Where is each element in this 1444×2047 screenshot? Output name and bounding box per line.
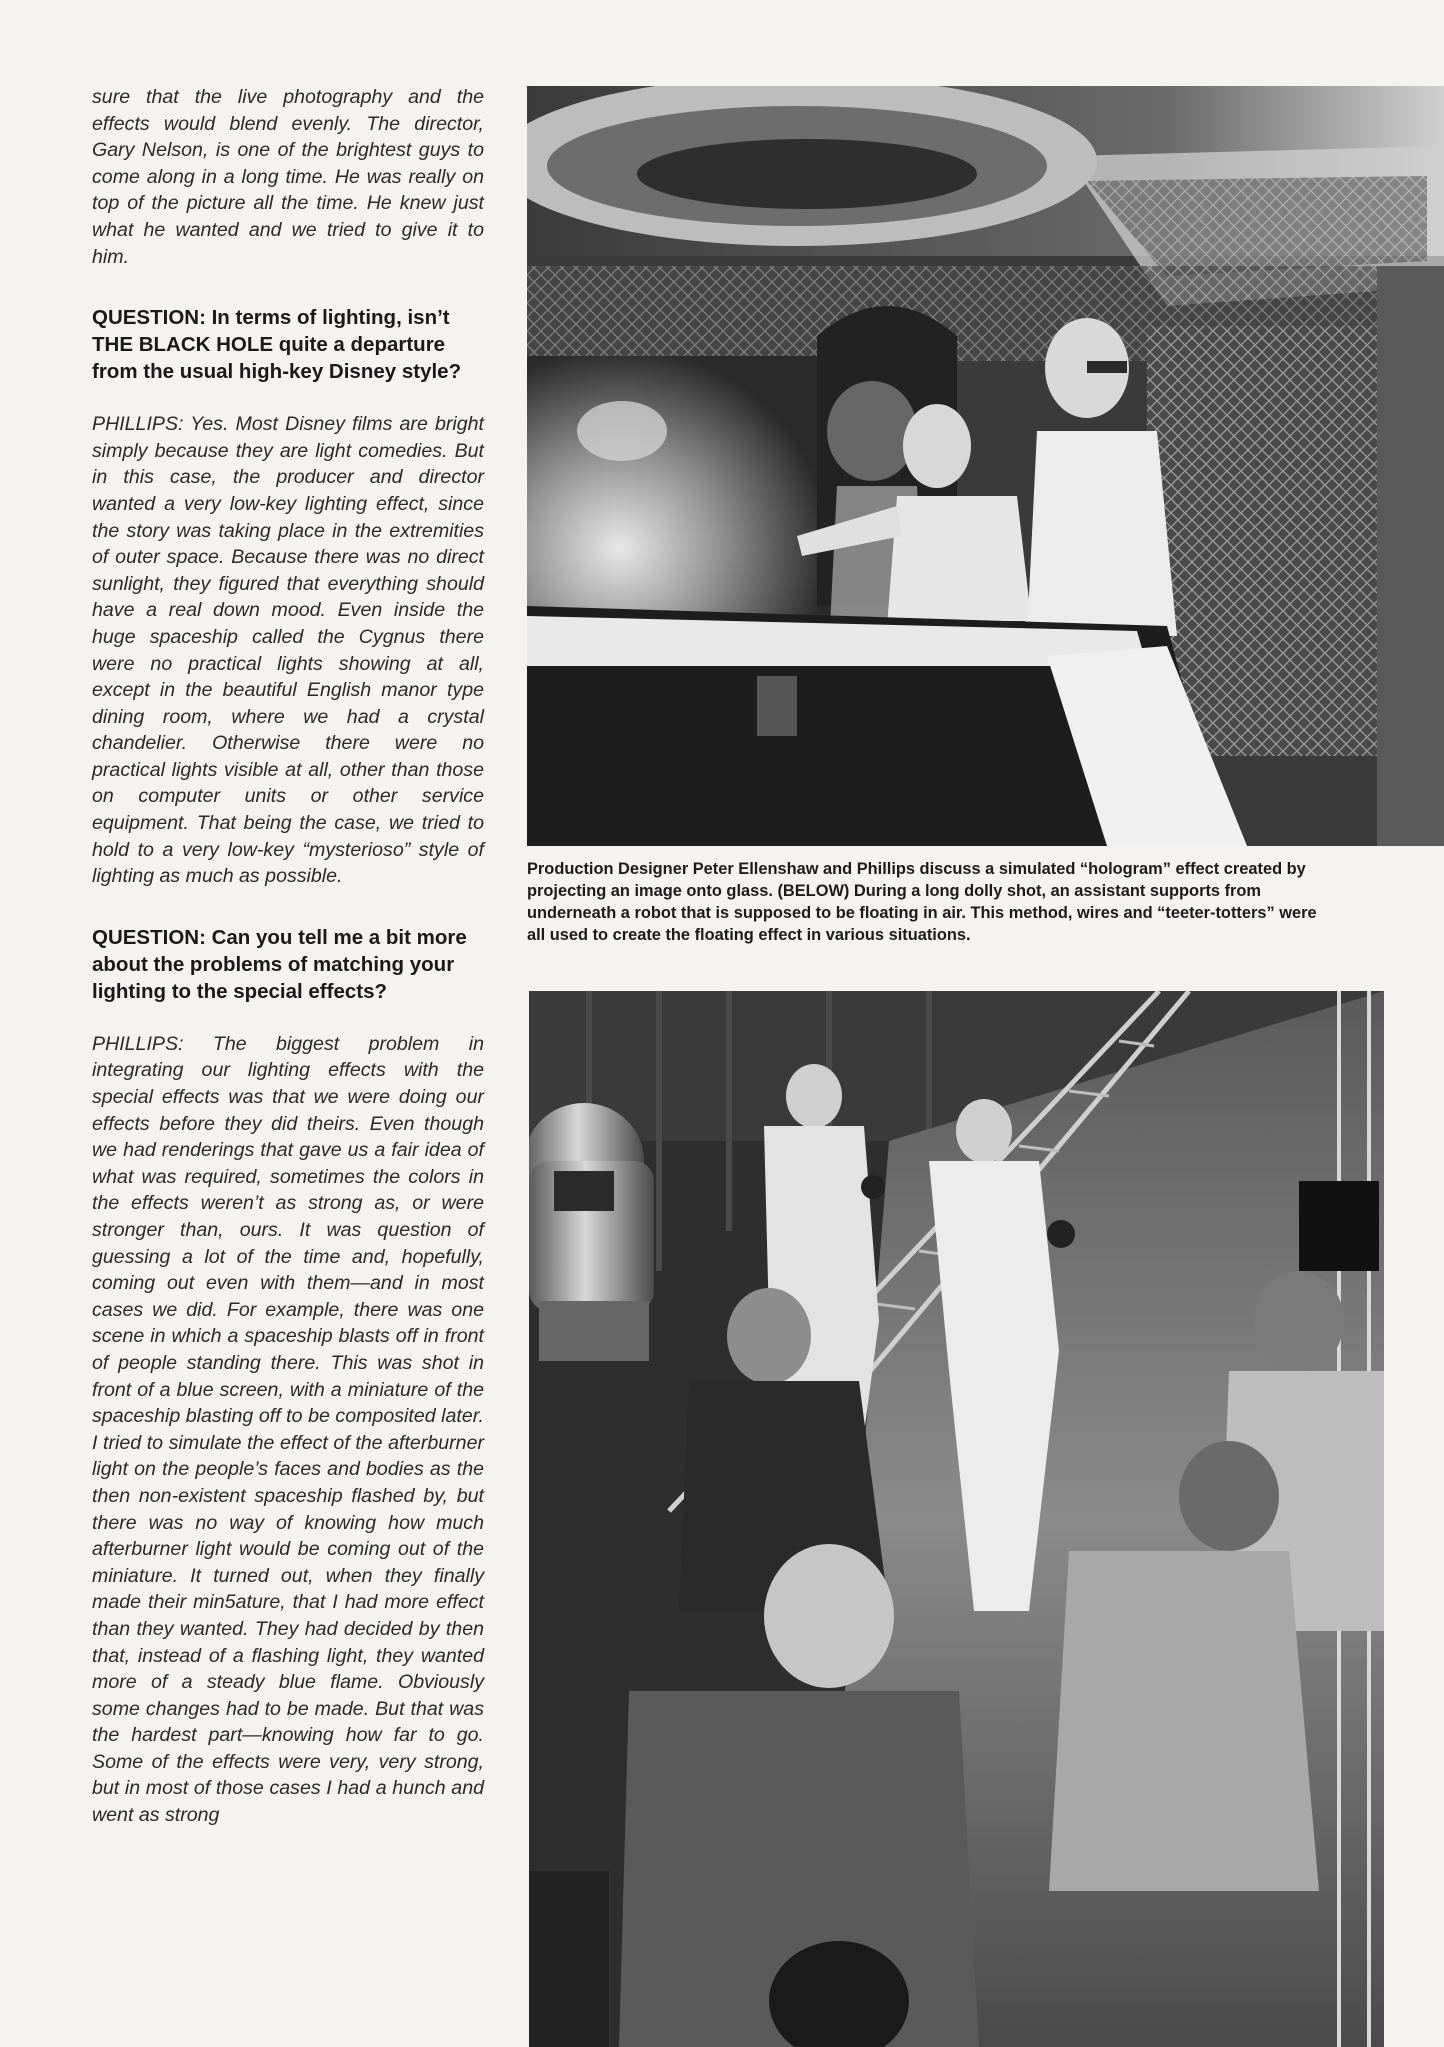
intro-paragraph: sure that the live photography and the effects would blend evenly. The director, Gary Nelson, is one of the brightest guys to come along in a long time. He was really on top of the picture all the time. He knew just what he wanted and we tried to give it to him.: [92, 86, 484, 268]
photo-caption: Production Designer Peter Ellenshaw and Phillips discuss a simulated “hologram” effect created by projecting an image onto glass. (BELOW) During a long dolly shot, an assistant supports from underneath a robot that is supposed to be floating in air. This method, wires and “teeter-totters” were all used to create the floating effect in various situations.: [527, 860, 1317, 944]
hologram-set-photo: [527, 86, 1444, 846]
hologram-set-illustration: [527, 86, 1444, 846]
dolly-shot-photo: [529, 991, 1384, 2047]
dolly-shot-illustration: [529, 991, 1384, 2047]
answer-1: PHILLIPS: Yes. Most Disney films are bright simply because they are light comedies. But in this case, the producer and director wanted a very low-key lighting effect, since the story was taking place in the extremities of outer space. Because there was no direct sunlight, they figured that everything should have a real down mood. Even inside the huge spaceship called the Cygnus there were no practical lights showing at all, except in the beautiful English manor type dining room, where we had a crystal chandelier. Otherwise there were no practical lights visible at all, other than those on computer units or other service equipment. That being the case, we tried to hold to a very low-key “mysterioso” style of lighting as much as possible.: [92, 413, 484, 888]
question-1: QUESTION: In terms of lighting, isn’t THE BLACK HOLE quite a departure from the usual high-key Disney style?: [92, 306, 462, 384]
question-2: QUESTION: Can you tell me a bit more about the problems of matching your lighting to the special effects?: [92, 925, 467, 1003]
answer-2: PHILLIPS: The biggest problem in integrating our lighting effects with the special effects was that we were doing our effects before they did theirs. Even though we had renderings that gave us a fair idea of what was required, sometimes the colors in the effects weren’t as strong as, or were stronger than, ours. It was question of guessing a lot of the time and, hopefully, coming out even with them—and in most cases we did. For example, there was one scene in which a spaceship blasts off in front of people standing there. This was shot in front of a blue screen, with a miniature of the spaceship blasting off to be composited later. I tried to simulate the effect of the afterburner light on the people’s faces and bodies as the then non-existent spaceship flashed by, but there was no way of knowing how much afterburner light would be coming out of the miniature. It turned out, when they finally made their min5ature, that I had more effect than they wanted. They had decided by then that, instead of a flashing light, they wanted more of a steady blue flame. Obviously some changes had to be made. But that was the hardest part—knowing how far to go. Some of the effects were very, very strong, but in most of those cases I had a hunch and went as strong: [92, 1032, 484, 1827]
article-column: [92, 84, 484, 1829]
